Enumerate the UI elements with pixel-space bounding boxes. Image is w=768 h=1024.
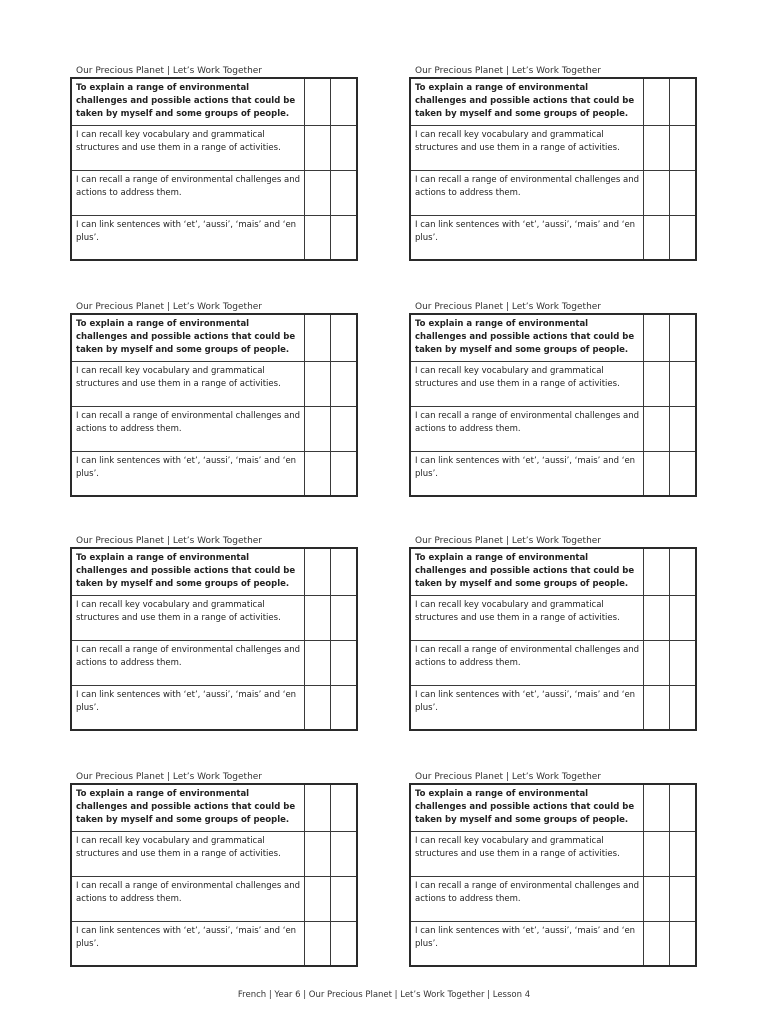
card-title: Our Precious Planet | Let’s Work Together — [76, 536, 263, 546]
tick-box[interactable] — [669, 216, 695, 259]
criterion-text: I can recall a range of environmental challenges and actions to address them. — [415, 881, 640, 904]
criterion-row — [411, 685, 695, 729]
objective-text: To explain a range of environmental challenges and possible actions that could be taken by myself and some groups of people. — [76, 789, 296, 825]
assessment-card — [70, 66, 358, 261]
tick-box[interactable] — [330, 362, 356, 406]
criterion-text: I can recall key vocabulary and grammatical structures and use them in a range of activities. — [76, 836, 281, 859]
assessment-card — [409, 66, 697, 261]
criterion-row — [411, 170, 695, 215]
tick-box[interactable] — [669, 79, 695, 125]
criterion-row — [72, 451, 356, 495]
assessment-grid — [70, 783, 358, 967]
objective-row — [72, 549, 356, 595]
tick-box[interactable] — [643, 922, 669, 965]
criterion-text: I can recall key vocabulary and grammatical structures and use them in a range of activities. — [415, 366, 620, 389]
tick-box[interactable] — [643, 686, 669, 729]
tick-box[interactable] — [643, 877, 669, 921]
criterion-text: I can recall a range of environmental challenges and actions to address them. — [76, 175, 301, 198]
tick-box[interactable] — [304, 922, 330, 965]
objective-row — [72, 79, 356, 125]
tick-box[interactable] — [330, 596, 356, 640]
tick-box[interactable] — [304, 785, 330, 831]
criterion-row — [72, 361, 356, 406]
objective-row — [72, 315, 356, 361]
tick-box[interactable] — [330, 641, 356, 685]
criterion-text: I can recall key vocabulary and grammatical structures and use them in a range of activities. — [415, 836, 620, 859]
tick-box[interactable] — [643, 171, 669, 215]
criterion-text: I can recall a range of environmental challenges and actions to address them. — [415, 411, 640, 434]
tick-box[interactable] — [669, 877, 695, 921]
tick-box[interactable] — [304, 596, 330, 640]
tick-box[interactable] — [669, 362, 695, 406]
tick-box[interactable] — [304, 216, 330, 259]
tick-box[interactable] — [669, 922, 695, 965]
criterion-row — [411, 921, 695, 965]
tick-box[interactable] — [330, 785, 356, 831]
tick-box[interactable] — [669, 686, 695, 729]
criterion-row — [411, 406, 695, 451]
tick-box[interactable] — [643, 596, 669, 640]
objective-row — [411, 79, 695, 125]
criterion-row — [72, 640, 356, 685]
tick-box[interactable] — [304, 686, 330, 729]
tick-box[interactable] — [304, 126, 330, 170]
objective-text: To explain a range of environmental challenges and possible actions that could be taken by myself and some groups of people. — [76, 83, 296, 119]
tick-box[interactable] — [643, 549, 669, 595]
criterion-row — [411, 831, 695, 876]
tick-box[interactable] — [330, 79, 356, 125]
criterion-text: I can recall a range of environmental challenges and actions to address them. — [415, 175, 640, 198]
criterion-row — [72, 215, 356, 259]
criterion-text: I can link sentences with ‘et’, ‘aussi’, ‘mais’ and ‘en plus’. — [415, 690, 636, 713]
criterion-text: I can link sentences with ‘et’, ‘aussi’, ‘mais’ and ‘en plus’. — [76, 456, 297, 479]
card-title: Our Precious Planet | Let’s Work Together — [415, 66, 602, 76]
assessment-card — [70, 536, 358, 731]
criterion-text: I can recall a range of environmental challenges and actions to address them. — [415, 645, 640, 668]
objective-text: To explain a range of environmental challenges and possible actions that could be taken by myself and some groups of people. — [76, 319, 296, 355]
criterion-row — [72, 876, 356, 921]
criterion-row — [411, 125, 695, 170]
tick-box[interactable] — [304, 452, 330, 495]
tick-box[interactable] — [330, 549, 356, 595]
assessment-grid — [409, 547, 697, 731]
criterion-text: I can recall a range of environmental challenges and actions to address them. — [76, 411, 301, 434]
card-title: Our Precious Planet | Let’s Work Together — [415, 772, 602, 782]
assessment-grid — [409, 313, 697, 497]
assessment-card — [409, 302, 697, 497]
tick-box[interactable] — [330, 877, 356, 921]
assessment-grid — [409, 783, 697, 967]
criterion-row — [411, 451, 695, 495]
criterion-text: I can recall key vocabulary and grammatical structures and use them in a range of activities. — [415, 600, 620, 623]
assessment-grid — [70, 77, 358, 261]
criterion-row — [72, 685, 356, 729]
criterion-text: I can recall key vocabulary and grammatical structures and use them in a range of activities. — [76, 130, 281, 153]
tick-box[interactable] — [669, 452, 695, 495]
tick-box[interactable] — [330, 407, 356, 451]
card-title: Our Precious Planet | Let’s Work Together — [76, 302, 263, 312]
card-title: Our Precious Planet | Let’s Work Together — [415, 302, 602, 312]
tick-box[interactable] — [669, 171, 695, 215]
tick-box[interactable] — [304, 362, 330, 406]
objective-row — [72, 785, 356, 831]
criterion-row — [411, 876, 695, 921]
criterion-text: I can recall key vocabulary and grammatical structures and use them in a range of activities. — [76, 600, 281, 623]
tick-box[interactable] — [669, 832, 695, 876]
tick-box[interactable] — [643, 216, 669, 259]
objective-row — [411, 549, 695, 595]
tick-box[interactable] — [643, 452, 669, 495]
tick-box[interactable] — [330, 686, 356, 729]
objective-text: To explain a range of environmental challenges and possible actions that could be taken by myself and some groups of people. — [415, 789, 635, 825]
criterion-row — [72, 595, 356, 640]
tick-box[interactable] — [643, 832, 669, 876]
criterion-text: I can link sentences with ‘et’, ‘aussi’, ‘mais’ and ‘en plus’. — [76, 690, 297, 713]
criterion-text: I can link sentences with ‘et’, ‘aussi’, ‘mais’ and ‘en plus’. — [76, 220, 297, 243]
tick-box[interactable] — [330, 216, 356, 259]
criterion-text: I can recall a range of environmental challenges and actions to address them. — [76, 645, 301, 668]
criterion-text: I can link sentences with ‘et’, ‘aussi’, ‘mais’ and ‘en plus’. — [76, 926, 297, 949]
criterion-text: I can recall key vocabulary and grammatical structures and use them in a range of activities. — [76, 366, 281, 389]
objective-text: To explain a range of environmental challenges and possible actions that could be taken by myself and some groups of people. — [415, 83, 635, 119]
tick-box[interactable] — [669, 596, 695, 640]
objective-text: To explain a range of environmental challenges and possible actions that could be taken by myself and some groups of people. — [415, 553, 635, 589]
tick-box[interactable] — [643, 362, 669, 406]
tick-box[interactable] — [643, 785, 669, 831]
tick-box[interactable] — [304, 315, 330, 361]
criterion-row — [72, 406, 356, 451]
assessment-card — [409, 536, 697, 731]
tick-box[interactable] — [643, 126, 669, 170]
tick-box[interactable] — [330, 171, 356, 215]
criterion-row — [72, 921, 356, 965]
objective-row — [411, 785, 695, 831]
criterion-row — [411, 215, 695, 259]
assessment-card — [409, 772, 697, 967]
tick-box[interactable] — [304, 407, 330, 451]
objective-text: To explain a range of environmental challenges and possible actions that could be taken by myself and some groups of people. — [76, 553, 296, 589]
tick-box[interactable] — [304, 877, 330, 921]
card-title: Our Precious Planet | Let’s Work Together — [415, 536, 602, 546]
card-title: Our Precious Planet | Let’s Work Together — [76, 772, 263, 782]
card-title: Our Precious Planet | Let’s Work Together — [76, 66, 263, 76]
tick-box[interactable] — [643, 641, 669, 685]
tick-box[interactable] — [330, 922, 356, 965]
objective-row — [411, 315, 695, 361]
criterion-row — [411, 361, 695, 406]
tick-box[interactable] — [330, 315, 356, 361]
tick-box[interactable] — [330, 452, 356, 495]
assessment-card — [70, 302, 358, 497]
tick-box[interactable] — [304, 549, 330, 595]
tick-box[interactable] — [304, 832, 330, 876]
assessment-grid — [70, 313, 358, 497]
assessment-grid — [70, 547, 358, 731]
tick-box[interactable] — [643, 315, 669, 361]
criterion-row — [411, 640, 695, 685]
tick-box[interactable] — [669, 785, 695, 831]
tick-box[interactable] — [669, 126, 695, 170]
tick-box[interactable] — [669, 549, 695, 595]
criterion-text: I can link sentences with ‘et’, ‘aussi’, ‘mais’ and ‘en plus’. — [415, 220, 636, 243]
tick-box[interactable] — [669, 407, 695, 451]
criterion-text: I can recall key vocabulary and grammatical structures and use them in a range of activities. — [415, 130, 620, 153]
tick-box[interactable] — [669, 641, 695, 685]
objective-text: To explain a range of environmental challenges and possible actions that could be taken by myself and some groups of people. — [415, 319, 635, 355]
assessment-card — [70, 772, 358, 967]
tick-box[interactable] — [669, 315, 695, 361]
tick-box[interactable] — [330, 126, 356, 170]
tick-box[interactable] — [304, 171, 330, 215]
tick-box[interactable] — [643, 79, 669, 125]
criterion-text: I can link sentences with ‘et’, ‘aussi’, ‘mais’ and ‘en plus’. — [415, 456, 636, 479]
criterion-row — [72, 170, 356, 215]
criterion-row — [72, 125, 356, 170]
page-footer: French | Year 6 | Our Precious Planet | Let’s Work Together | Lesson 4 — [237, 990, 531, 1000]
tick-box[interactable] — [643, 407, 669, 451]
tick-box[interactable] — [304, 641, 330, 685]
tick-box[interactable] — [304, 79, 330, 125]
criterion-row — [411, 595, 695, 640]
criterion-row — [72, 831, 356, 876]
criterion-text: I can link sentences with ‘et’, ‘aussi’, ‘mais’ and ‘en plus’. — [415, 926, 636, 949]
tick-box[interactable] — [330, 832, 356, 876]
criterion-text: I can recall a range of environmental challenges and actions to address them. — [76, 881, 301, 904]
assessment-grid — [409, 77, 697, 261]
